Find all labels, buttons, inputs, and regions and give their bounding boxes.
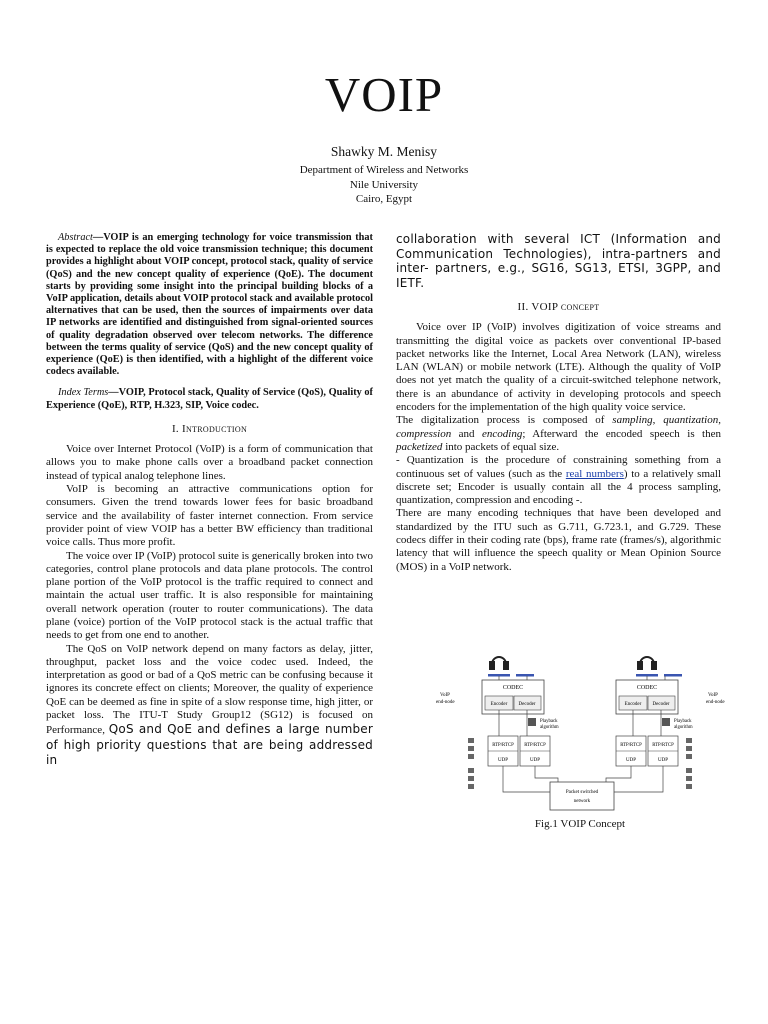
intro-paragraph-4 bbox=[46, 643, 373, 769]
packet-switched-network-box bbox=[550, 782, 614, 810]
packet-queue-right bbox=[686, 738, 692, 789]
continuation-paragraph: collaboration with several ICT (Information and Communication Technologies), intra-partners and inter- partners, e.g., SG16, SG13, ETSI, 3GPP, and IETF. bbox=[396, 232, 721, 290]
affiliation-department: Department of Wireless and Networks bbox=[299, 164, 469, 176]
term-sampling: sampling bbox=[612, 414, 653, 427]
udp-label-right-b: UDP bbox=[657, 758, 669, 763]
rtp-label-left-b: RTP/RTCP bbox=[524, 743, 546, 748]
affiliation bbox=[0, 163, 768, 207]
left-column bbox=[46, 232, 373, 768]
headphones-icon-left bbox=[490, 657, 508, 669]
text-run: The digitalization process is composed of bbox=[396, 414, 613, 427]
index-terms-label: Index Terms bbox=[58, 387, 109, 399]
text-run: ) to a relatively small discrete set; Encoder is usually contain all the 4 process sampling, quantization, compression and encoding -. bbox=[396, 467, 721, 507]
voip-diagram bbox=[428, 644, 732, 816]
playback-label-right-2: algorithm bbox=[674, 725, 693, 730]
intro-paragraph-4-tail: QoS and QoE and defines a large number of high priority questions that are being addressed in bbox=[46, 722, 373, 767]
section-heading-voip-concept: II. VOIP concept bbox=[517, 301, 600, 313]
rtp-label-right-a: RTP/RTCP bbox=[620, 743, 642, 748]
udp-label-left-a: UDP bbox=[497, 758, 509, 763]
right-column bbox=[396, 232, 721, 574]
playback-label-left-2: algorithm bbox=[540, 725, 559, 730]
affiliation-university: Nile University bbox=[349, 178, 419, 191]
packet-queue-left bbox=[468, 738, 474, 789]
paper-title: VOIP bbox=[324, 67, 444, 122]
voip-label-left: VoIP bbox=[440, 693, 450, 698]
endnode-label-right: end-node bbox=[706, 700, 725, 705]
endnode-label-left: end-node bbox=[436, 700, 455, 705]
playback-label-right-1: Playback bbox=[674, 719, 692, 724]
index-terms-text: —VOIP, Protocol stack, Quality of Service (QoS), Quality of Experience (QoE), RTP, H.323, SIP, Voice codec. bbox=[46, 387, 373, 411]
author-name: Shawky M. Menisy bbox=[330, 144, 438, 159]
rtp-label-right-b: RTP/RTCP bbox=[652, 743, 674, 748]
headphones-icon-right bbox=[638, 657, 656, 669]
term-compression: compression bbox=[396, 427, 452, 440]
concept-paragraph-2: The digitalization process is composed of sampling, quantization, compression and encoding; Afterward the encoded speech is then packetized into packets of equal size. bbox=[396, 414, 721, 453]
term-encoding: encoding bbox=[482, 427, 523, 440]
abstract-label: Abstract bbox=[58, 232, 93, 243]
audio-flow-arrows bbox=[488, 674, 682, 677]
text-run: and bbox=[451, 427, 482, 440]
intro-paragraph-2: VoIP is becoming an attractive communications option for consumers. Given the trend towards lower fees for basic broadband service and the availability of faster internet connection. From service provider point of view VOIP has a better BW efficiency than traditional voice calls. Thus more profit. bbox=[46, 483, 373, 549]
figure-caption: Fig.1 VOIP Concept bbox=[534, 818, 626, 830]
intro-paragraph-1: Voice over Internet Protocol (VoIP) is a form of communication that allows you to make phone calls over a broadband packet connection instead of typical analog telephone lines. bbox=[46, 443, 373, 482]
voip-label-right: VoIP bbox=[708, 693, 718, 698]
udp-label-right-a: UDP bbox=[625, 758, 637, 763]
text-run: ; Afterward the encoded speech is then bbox=[522, 427, 721, 440]
network-label-1: Packet switched bbox=[565, 790, 599, 795]
abstract-text: —VOIP is an emerging technology for voice transmission that is expected to replace the old voice transmission technique; this document provides a highlight about VOIP concept, protocol stack, quality of service (QoS) and the new concept quality of experience (QoE). The document starts by providing some insight into the principal building blocks of a VoIP application, details about VOIP protocol stack and available protocol alternatives that can be used, then the sources of impairments over data IP networks are identified and distinguished from signal-oriented sources of quality degradation observed over telecom networks. The difference between the terms quality of service (QoS) and the new concept quality of experience (QoE) is then identified, with a highlight of the different voice codecs available. bbox=[46, 232, 373, 378]
intro-paragraph-4-text: The QoS on VoIP network depend on many factors as delay, jitter, throughput, packet loss and the voice codec used. Indeed, the interpretation as good or bad of a QoS metric can be confusing because it ignores its concrete effect on clients; Moreover, the quality of experience QoE can be deemed as fine in spite of a slow response time, high jitter, or packet loss. The ITU-T Study Group12 (SG12) is focused on Performance, bbox=[46, 642, 373, 737]
concept-paragraph-4: There are many encoding techniques that have been developed and standardized by the ITU such as G.711, G.723.1, and G.729. These codecs differ in their coding rate (bps), frame rate (frames/s), algorithmic latency that will influence the speech quality or Mean Opinion Source (MOS) in a VoIP network. bbox=[396, 507, 721, 573]
playback-buffer-left bbox=[528, 718, 536, 726]
intro-paragraph-3: The voice over IP (VoIP) protocol suite is generically broken into two categories, control plane protocols and data plane protocols. The control plane portion of the VoIP protocol is the traffic required to connect and maintain the actual user traffic. It is also responsible for maintaining overall network operation (router to router communications). The data plane (voice) portion of the VoIP protocol stack is the actual traffic that needs to get from one end to another. bbox=[46, 549, 374, 642]
term-packetized: packetized bbox=[396, 440, 443, 453]
network-label-2: network bbox=[573, 799, 591, 804]
encoder-label-left: Encoder bbox=[490, 702, 508, 707]
playback-buffer-right bbox=[662, 718, 670, 726]
text-run: into packets of equal size. bbox=[442, 440, 560, 453]
text-run: - Quantization is the procedure of constraining something from a continuous set of values (such as the bbox=[396, 454, 721, 480]
affiliation-location: Cairo, Egypt bbox=[355, 193, 413, 205]
codec-label-right: CODEC bbox=[636, 685, 658, 691]
decoder-label-left: Decoder bbox=[518, 702, 536, 707]
decoder-label-right: Decoder bbox=[652, 702, 670, 707]
section-heading-introduction: I. Introduction bbox=[171, 422, 248, 435]
index-terms bbox=[46, 387, 373, 411]
rtp-label-left-a: RTP/RTCP bbox=[492, 743, 514, 748]
concept-paragraph-3 bbox=[396, 454, 721, 507]
real-numbers-link[interactable]: real numbers bbox=[565, 467, 624, 480]
concept-paragraph-1: Voice over IP (VoIP) involves digitization of voice streams and transmitting the digital voice as packets over conventional IP-based packet networks like the Internet, Local Area Network (LAN), wireless LAN (WLAN) or mobile network (LTE). Although the quality of VoIP does not yet match the quality of a circuit-switched telephone network, there is an abundance of activity in developing protocols and speech encoders for the implementation of the high quality voice service. bbox=[396, 321, 721, 414]
term-quantization: quantization bbox=[663, 414, 719, 427]
abstract bbox=[46, 232, 373, 378]
playback-label-left-1: Playback bbox=[540, 719, 558, 724]
codec-label-left: CODEC bbox=[502, 685, 524, 691]
udp-label-left-b: UDP bbox=[529, 758, 541, 763]
voip-concept-figure bbox=[428, 644, 732, 816]
encoder-label-right: Encoder bbox=[624, 702, 642, 707]
